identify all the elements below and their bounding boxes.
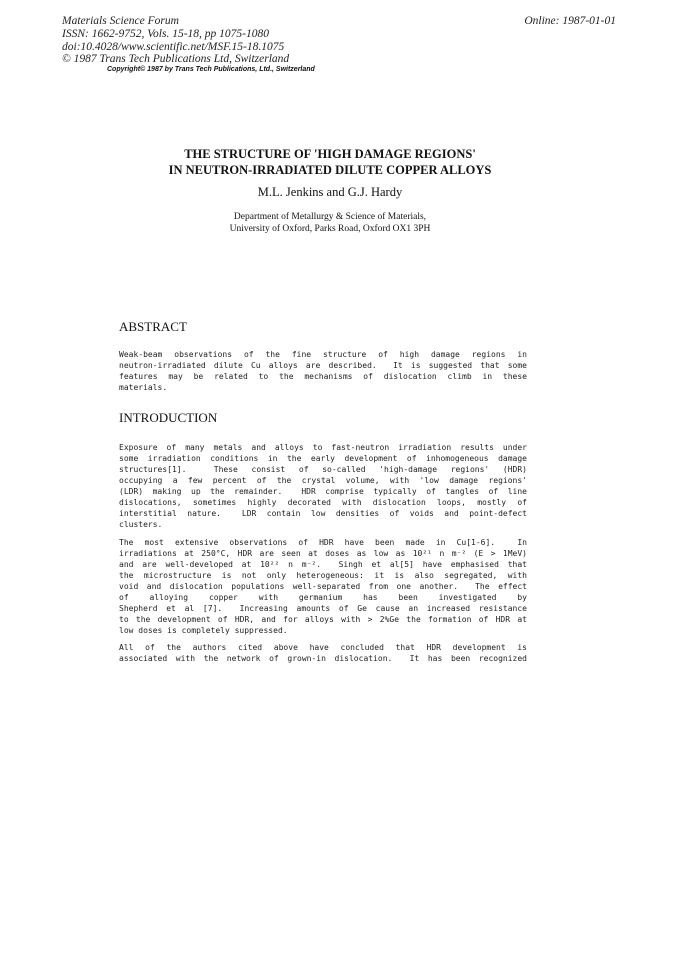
text-line: the microstructure is not only heterogeneous: it is also segregated, with [119,571,527,580]
text-line: Shepherd et al [7]. Increasing amounts of Ge cause an increased resistance [119,604,527,613]
author-list: M.L. Jenkins and G.J. Hardy [257,185,403,199]
text-line: void and dislocation populations well-separated from one another. The effect [119,582,527,591]
doi-line: doi:10.4028/www.scientific.net/MSF.15-18.1075 [62,40,285,53]
affiliation [0,211,660,235]
text-line: materials. [119,383,168,392]
intro-paragraph-1 [119,442,527,530]
text-line: The most extensive observations of HDR have been made in Cu[1-6]. In [119,538,527,547]
text-line: Exposure of many metals and alloys to fast-neutron irradiation results under [119,443,527,452]
text-line: structures[1]. These consist of so-called 'high-damage regions' (HDR) [119,465,527,474]
introduction-heading: INTRODUCTION [119,410,218,425]
text-line: associated with the network of grown-in dislocation. It has been recognized [119,654,527,663]
intro-paragraph-2 [119,537,527,636]
text-line: dislocations, sometimes highly decorated with dislocation loops, mostly of [119,498,527,507]
abstract-heading: ABSTRACT [119,319,187,334]
affiliation-line: Department of Metallurgy & Science of Materials, [233,212,427,222]
text-line: clusters. [119,520,163,529]
text-line: of alloying copper with germanium has been investigated by [119,593,527,602]
text-line: to the development of HDR, and for alloys with > 2%Ge the formation of HDR at [119,615,527,624]
copyright-stamp: Copyright© 1987 by Trans Tech Publications, Ltd., Switzerland [107,66,315,73]
intro-paragraph-3 [119,642,527,664]
text-line: neutron-irradiated dilute Cu alloys are described. It is suggested that some [119,361,527,370]
text-line: interstitial nature. LDR contain low densities of voids and point-defect [119,509,527,518]
title-line: IN NEUTRON-IRRADIATED DILUTE COPPER ALLOYS [168,162,492,177]
text-line: (LDR) making up the remainder. HDR comprise typically of tangles of line [119,487,527,496]
title-line: THE STRUCTURE OF 'HIGH DAMAGE REGIONS' [184,147,476,161]
citation-header [62,15,289,66]
journal-name: Materials Science Forum [62,15,179,27]
text-line: Weak-beam observations of the fine structure of high damage regions in [119,350,527,359]
abstract-paragraph [119,349,527,393]
online-date: Online: 1987-01-01 [524,15,616,27]
text-line: occupying a few percent of the crystal volume, with 'low damage regions' [119,476,527,485]
paper-title [0,147,660,178]
text-line: All of the authors cited above have concluded that HDR development is [119,643,527,652]
text-line: and are well-developed at 10²² n m⁻². Singh et al[5] have emphasised that [119,560,527,569]
text-line: features may be related to the mechanisms of dislocation climb in these [119,372,527,381]
text-line: low doses is completely suppressed. [119,626,288,635]
text-line: some irradiation conditions in the early development of inhomogeneous damage [119,454,527,463]
affiliation-line: University of Oxford, Parks Road, Oxford OX1 3PH [229,224,431,234]
issn-line: ISSN: 1662-9752, Vols. 15-18, pp 1075-1080 [62,27,269,40]
rights-line: © 1987 Trans Tech Publications Ltd, Switzerland [62,53,290,66]
text-line: irradiations at 250°C, HDR are seen at doses as low as 10²¹ n m⁻² (E > 1MeV) [119,549,527,558]
